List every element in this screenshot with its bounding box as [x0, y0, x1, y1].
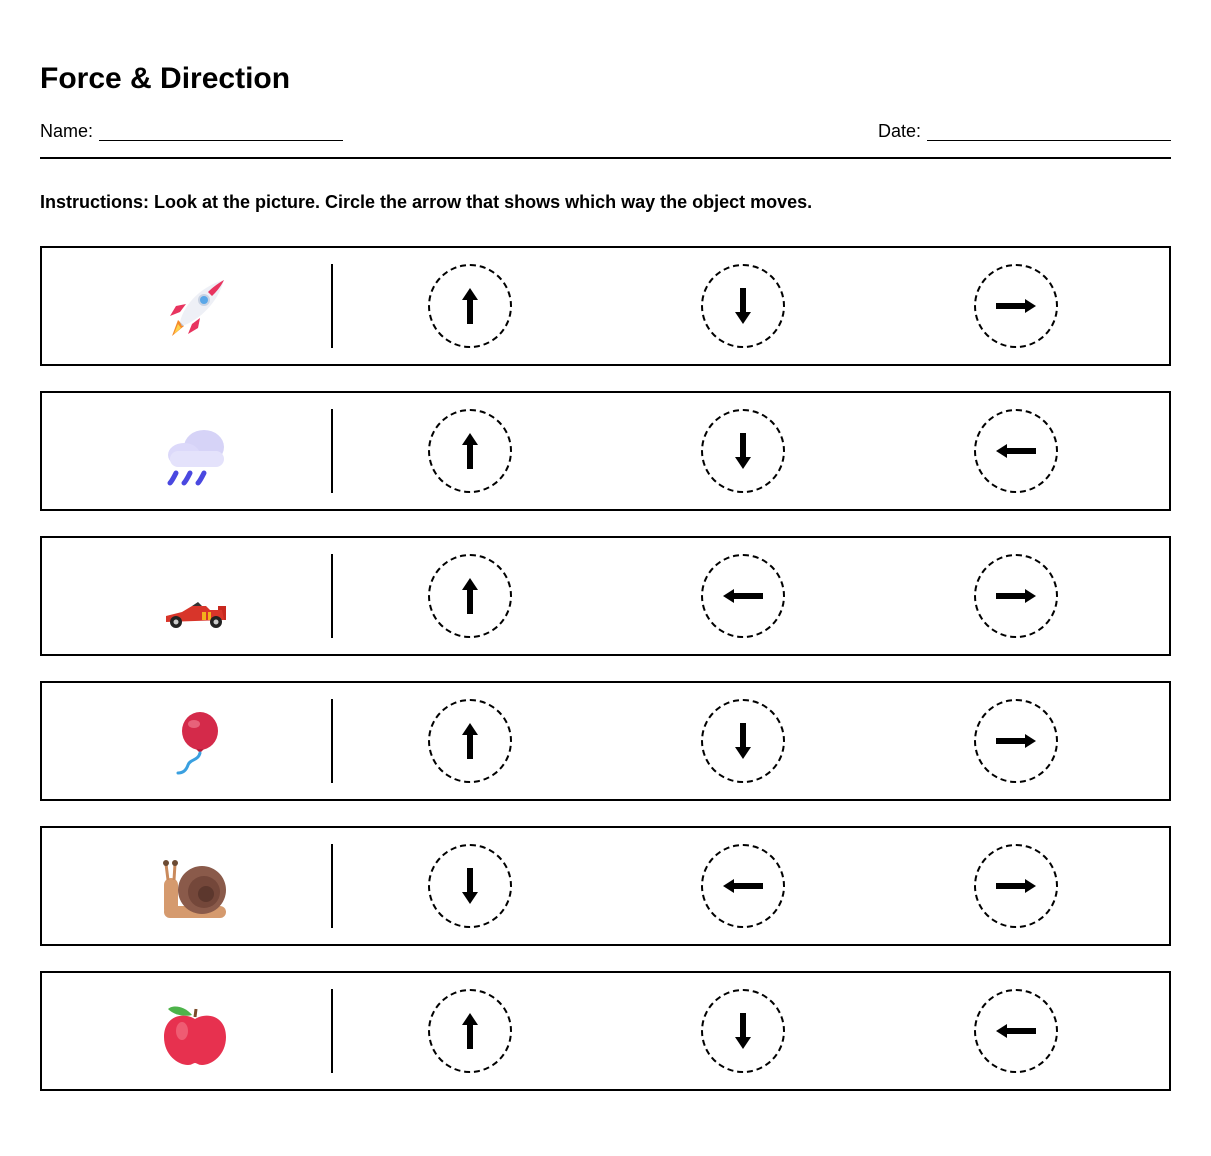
arrow-up-icon — [430, 266, 510, 346]
answer-choice-up[interactable] — [428, 409, 512, 493]
name-field[interactable] — [40, 120, 343, 141]
arrow-right-icon — [976, 701, 1056, 781]
arrow-down-icon — [703, 701, 783, 781]
row-divider — [331, 699, 333, 783]
date-field[interactable] — [878, 120, 1171, 141]
answer-choice-left[interactable] — [701, 554, 785, 638]
arrow-right-icon — [976, 846, 1056, 926]
arrow-left-icon — [703, 556, 783, 636]
arrow-up-icon — [430, 991, 510, 1071]
question-row-5 — [40, 826, 1171, 946]
answer-choice-down[interactable] — [701, 699, 785, 783]
instructions: Instructions: Look at the picture. Circle the arrow that shows which way the object moves. — [40, 192, 813, 212]
arrow-up-icon — [430, 411, 510, 491]
date-label: Date: — [877, 121, 921, 141]
arrow-up-icon — [430, 701, 510, 781]
page-title: Force & Direction — [40, 62, 291, 95]
arrow-left-icon — [976, 411, 1056, 491]
snail-icon — [162, 856, 228, 922]
answer-choice-left[interactable] — [701, 844, 785, 928]
answer-choice-left[interactable] — [974, 989, 1058, 1073]
row-divider — [331, 554, 333, 638]
picture-cell — [42, 538, 332, 654]
answer-choice-up[interactable] — [428, 989, 512, 1073]
header-divider — [40, 157, 1171, 159]
arrow-right-icon — [976, 556, 1056, 636]
arrow-right-icon — [976, 266, 1056, 346]
arrow-down-icon — [703, 266, 783, 346]
answer-choice-right[interactable] — [974, 264, 1058, 348]
question-row-4 — [40, 681, 1171, 801]
apple-icon — [162, 1001, 228, 1067]
picture-cell — [42, 393, 332, 509]
answer-choice-up[interactable] — [428, 264, 512, 348]
answer-choice-up[interactable] — [428, 554, 512, 638]
question-row-1 — [40, 246, 1171, 366]
answer-choice-down[interactable] — [701, 264, 785, 348]
row-divider — [331, 989, 333, 1073]
answer-choice-down[interactable] — [701, 409, 785, 493]
balloon-icon — [162, 711, 228, 777]
picture-cell — [42, 973, 332, 1089]
name-label: Name: — [40, 121, 94, 141]
arrow-down-icon — [703, 991, 783, 1071]
date-blank-line[interactable] — [927, 120, 1171, 141]
answer-choice-down[interactable] — [428, 844, 512, 928]
row-divider — [331, 264, 333, 348]
arrow-down-icon — [430, 846, 510, 926]
row-divider — [331, 409, 333, 493]
picture-cell — [42, 248, 332, 364]
answer-choice-down[interactable] — [701, 989, 785, 1073]
arrow-left-icon — [976, 991, 1056, 1071]
picture-cell — [42, 683, 332, 799]
answer-choice-right[interactable] — [974, 844, 1058, 928]
answer-choice-right[interactable] — [974, 554, 1058, 638]
rocket-icon — [162, 276, 228, 342]
question-row-2 — [40, 391, 1171, 511]
row-divider — [331, 844, 333, 928]
question-row-3 — [40, 536, 1171, 656]
arrow-up-icon — [430, 556, 510, 636]
name-blank-line[interactable] — [99, 120, 343, 141]
rain-cloud-icon — [162, 421, 228, 487]
arrow-down-icon — [703, 411, 783, 491]
race-car-icon — [162, 566, 228, 632]
answer-choice-left[interactable] — [974, 409, 1058, 493]
question-row-6 — [40, 971, 1171, 1091]
arrow-left-icon — [703, 846, 783, 926]
picture-cell — [42, 828, 332, 944]
answer-choice-right[interactable] — [974, 699, 1058, 783]
answer-choice-up[interactable] — [428, 699, 512, 783]
